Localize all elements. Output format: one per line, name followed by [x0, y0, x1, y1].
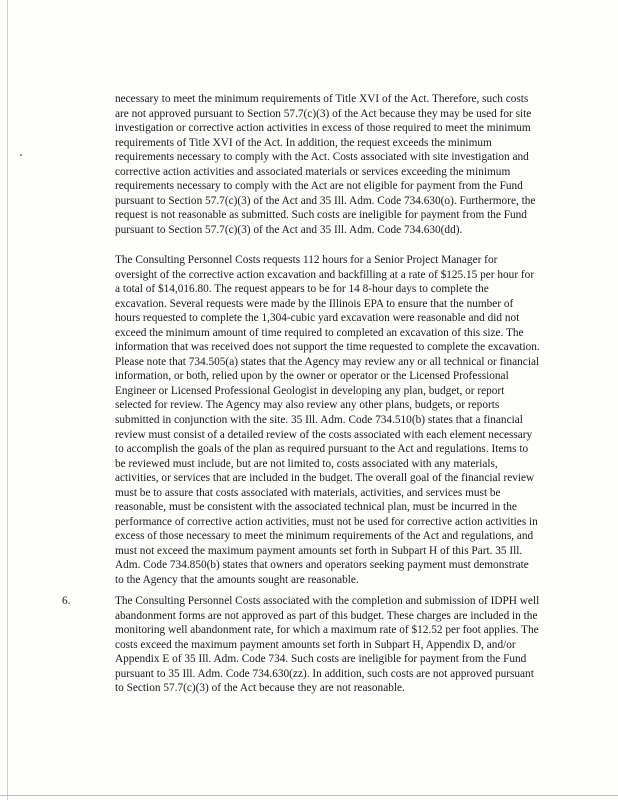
- item-6-text: The Consulting Personnel Costs associated with the completion and submission of IDPH well abandonment forms are not approved as part of this budget. These charges are included in the monitoring well abandonment rate, for which a maximum rate of $12.52 per foot applies. The costs exceed the maximum payment amounts set forth in Subpart H, Appendix D, and/or Appendix E of 35 Ill. Adm. Code 734. Such costs are ineligible for payment from the Fund pursuant to 35 Ill. Adm. Code 734.630(zz). In addition, such costs are not approved pursuant to Section 57.7(c)(3) of the Act because they are not reasonable.: [115, 595, 540, 695]
- paragraph-continuation: necessary to meet the minimum requirements of Title XVI of the Act. Therefore, such costs are not approved pursuant to Section 57.7(c)(3) of the Act because they may be used for site investigation or corrective action activities in excess of those required to meet the minimum requirements of Title XVI of the Act. In addition, the request exceeds the minimum requirements necessary to comply with the Act. Costs associated with site investigation and corrective action activities and associated materials or services exceeding the minimum requirements necessary to comply with the Act are not eligible for payment from the Fund pursuant to Section 57.7(c)(3) of the Act and 35 Ill. Adm. Code 734.630(o). Furthermore, the request is not reasonable as submitted. Such costs are ineligible for payment from the Fund pursuant to Section 57.7(c)(3) of the Act and 35 Ill. Adm. Code 734.630(dd).: [115, 93, 536, 236]
- scan-bottom-edge: [0, 795, 618, 796]
- item-6-number: 6.: [62, 595, 71, 607]
- scan-left-edge: [7, 0, 8, 800]
- paragraph-consulting-personnel-costs: The Consulting Personnel Costs requests 112 hours for a Senior Project Manager for oversight of the corrective action excavation and backfilling at a rate of $125.15 per hour for a total of $14,016.80. The request appears to be for 14 8-hour days to complete the excavation. Several requests were made by the Illinois EPA to ensure that the number of hours requested to complete the 1,304-cubic yard excavation were reasonable and did not exceed the minimum amount of time required to completed an excavation of this size. The information that was received does not support the time requested to complete the excavation. Please note that 734.505(a) states that the Agency may review any or all technical or financial information, or both, relied upon by the owner or operator or the Licensed Professional Engineer or Licensed Professional Geologist in developing any plan, budget, or report selected for review. The Agency may also review any other plans, budgets, or reports submitted in conjunction with the site. 35 Ill. Adm. Code 734.510(b) states that a financial review must consist of a detailed review of the costs associated with each element necessary to accomplish the goals of the plan as required pursuant to the Act and regulations. Items to be reviewed must include, but are not limited to, costs associated with any materials, activities, or services that are included in the budget. The overall goal of the financial review must be to assure that costs associated with materials, activities, and services must be reasonable, must be consistent with the associated technical plan, must be incurred in the performance of corrective action activities, must not be used for corrective action activities in excess of those necessary to meet the minimum requirements of the Act and regulations, and must not exceed the maximum payment amounts set forth in Subpart H of this Part. 35 Ill. Adm. Code 734.850(b) states that owners and operators seeking payment must demonstrate to the Agency that the amounts sought are reasonable.: [115, 254, 540, 587]
- scan-speck: [20, 154, 22, 156]
